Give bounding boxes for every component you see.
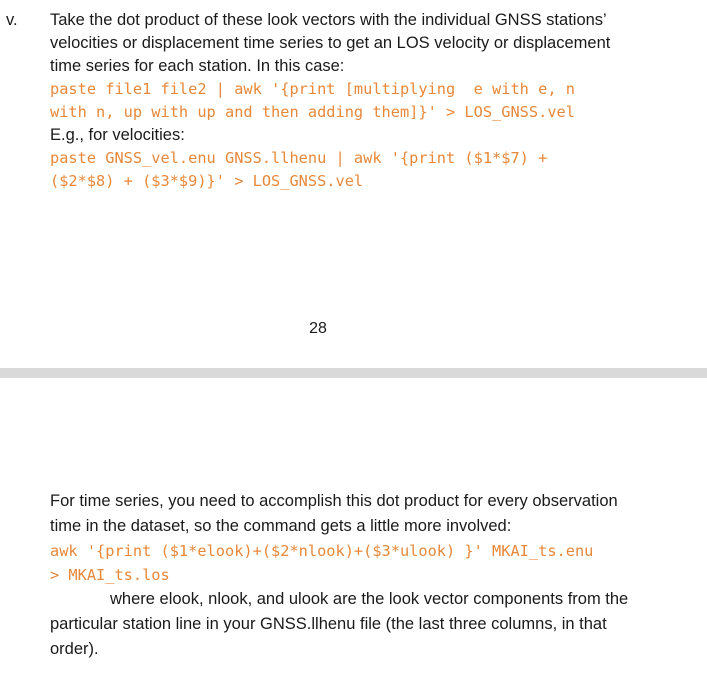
paragraph-line: time in the dataset, so the command gets a little more involved: <box>50 517 512 535</box>
paragraph-line: Take the dot product of these look vectors with the individual GNSS stations’ <box>50 11 607 29</box>
code-line: ($2*$8) + ($3*$9)}' > LOS_GNSS.vel <box>50 172 364 190</box>
code-line: > MKAI_ts.los <box>50 566 170 584</box>
code-line: paste GNSS_vel.enu GNSS.llhenu | awk '{print ($1*$7) + <box>50 149 548 167</box>
paragraph-line: For time series, you need to accomplish this dot product for every observation <box>50 492 618 510</box>
paragraph-line: particular station line in your GNSS.llhenu file (the last three columns, in that <box>50 615 607 633</box>
paragraph-line: where elook, nlook, and ulook are the look vector components from the <box>110 590 629 608</box>
code-line: paste file1 file2 | awk '{print [multiplying e with e, n <box>50 80 575 98</box>
paragraph-line: velocities or displacement time series to get an LOS velocity or displacement <box>50 34 611 52</box>
paragraph-line: time series for each station. In this case: <box>50 57 345 75</box>
paragraph-line: order). <box>50 640 99 658</box>
document-page-bottom <box>0 378 707 681</box>
time-series-section <box>50 489 700 662</box>
example-label: E.g., for velocities: <box>50 126 185 144</box>
code-line: with n, up with up and then adding them]}' > LOS_GNSS.vel <box>50 103 575 121</box>
page-number: 28 <box>309 320 327 337</box>
list-item-body <box>50 9 700 193</box>
code-line: awk '{print ($1*elook)+($2*nlook)+($3*ulook) }' MKAI_ts.enu <box>50 542 594 560</box>
list-marker: v. <box>6 11 18 29</box>
page-separator <box>0 368 707 378</box>
